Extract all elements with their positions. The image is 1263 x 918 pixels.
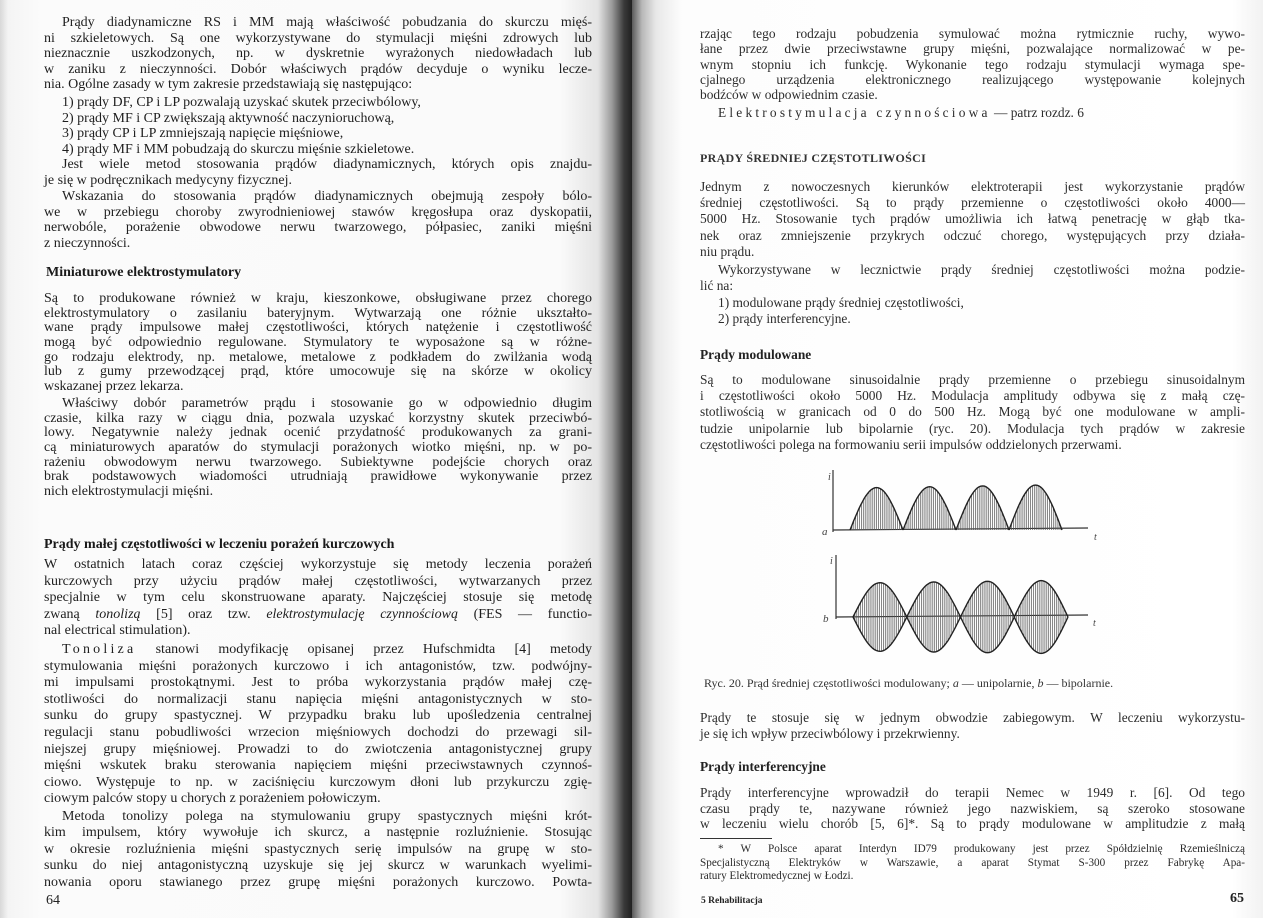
section-heading: Miniaturowe elektrostymulatory [46, 265, 242, 280]
text-line: Wskazania do stosowania prądów diadynamicznych obejmują zespoły bólo- [62, 189, 592, 204]
text-line: we w przebiegu choroby zwyrodnieniowej stawów kręgosłupa oraz dyskopatii, [44, 204, 592, 220]
text-line: kim impulsem, który wywołuje ich skurcz, a następnie rozluźnienie. Stosując [44, 825, 592, 841]
text-line: rzając tego rodzaju pobudzenia symulować można rytmicznie ruchy, wywo- [700, 26, 1245, 41]
paragraph [44, 809, 592, 891]
text-segment: tonolizą [95, 606, 141, 622]
text-line: nieznacznie uszkodzonych, np. w dyskretnie wyrażonych niedowładach lub [44, 46, 592, 62]
paragraph [700, 26, 1245, 102]
text-line: Specjalistyczną Elektryków w Warszawie, a aparat Stymat S-300 przez Fabrykę Apa- [700, 856, 1245, 869]
text-line: ni szkieletowych. Są one wykorzystywane do stymulacji mięśni zdrowych lub [44, 30, 592, 46]
text-line: 2) prądy MF i CP zwiększają aktywność naczynioruchową, [62, 110, 395, 126]
text-line: z nieczynności. [44, 235, 131, 251]
text-line: lić na: [700, 278, 734, 293]
paragraph [700, 105, 1084, 120]
footnote [700, 843, 1245, 884]
text-line: sunku do grupy spastycznej. W przypadku braku lub upośledzenia centralnej [44, 708, 592, 724]
text-line: * W Polsce aparat Interdyn ID79 produkowany jest przez Spółdzielnię Rzemieślniczą [718, 843, 1245, 855]
text-line: rażeniu obwodowym nerwu twarzowego. Subiektywne podejście chorych oraz [44, 454, 592, 470]
footnote-divider [700, 838, 772, 839]
text-line: ciowym palców stopy u chorych z porażeniem połowiczym. [44, 791, 381, 807]
text-segment: — unipolarnie, [958, 676, 1038, 690]
text-line: częstotliwości polega na formowaniu serii impulsów oddzielonych przerwami. [700, 436, 1122, 452]
text-line: elektrostymulatory o zasilaniu bateryjnym. Wytwarzają one różnie ukształto- [44, 305, 592, 321]
paragraph [44, 292, 592, 395]
text-line: 5000 Hz. Stosowanie tych prądów umożliwia ich łatwą penetrację w głąb tka- [700, 211, 1245, 227]
signature-mark: 5 Rehabilitacja [701, 896, 763, 906]
text-line: 4) prądy MF i MM pobudzają do skurczu mięśnie szkieletowe. [62, 141, 415, 157]
text-line: Jednym z nowoczesnych kierunków elektroterapii jest wykorzystanie prądów [700, 179, 1245, 194]
text-line: Wykorzystywane w lecznictwie prądy średniej częstotliwości można podzie- [718, 262, 1245, 277]
text-line: nal electrical stimulation). [44, 623, 191, 639]
numbered-list [700, 295, 1245, 327]
text-segment: stanowi modyfikację opisanej przez Hufschmidta [4] metody [136, 642, 592, 657]
page-number: 65 [1230, 891, 1244, 906]
text-line: Prądy interferencyjne wprowadził do terapii Nemec w 1949 r. [6]. Od tego [700, 785, 1245, 800]
page-number: 64 [46, 893, 60, 908]
paragraph [44, 397, 592, 500]
right-page [632, 0, 1263, 918]
text-segment: a [952, 676, 959, 690]
text-line: nerwobóle, porażenie obwodowe nerwu twarzowego, półpasiec, zaniki mięśni [44, 220, 592, 236]
text-segment: Ryc. 20. Prąd średniej częstotliwości modulowany; [704, 676, 953, 690]
text-segment: zwaną [44, 606, 96, 622]
numbered-list [44, 95, 592, 157]
text-segment: (FES — functio- [457, 606, 593, 622]
text-line: nowania oporu stawianego przez grupę mięśni porażonych kurczowo. Powta- [44, 874, 592, 890]
text-line: 2) prądy interferencyjne. [718, 311, 851, 326]
text-segment: [5] oraz tzw. [140, 606, 267, 622]
axis-label-t: t [1093, 618, 1096, 629]
text-line: lowy. Negatywnie należy jednak ocenić przydatność produkowanych za grani- [44, 425, 592, 441]
text-line: W ostatnich latach coraz częściej wykorzystuje się metody leczenia porażeń [44, 557, 592, 572]
text-segment: — patrz rozdz. 6 [990, 105, 1084, 120]
text-line: je się ich wpływ przeciwbólowy i przekrwienny. [700, 725, 960, 741]
text-line: Są to modulowane sinusoidalnie prądy przemienne o przebiegu sinusoidalnym [700, 372, 1245, 387]
paragraph [700, 710, 1245, 741]
panel-b-bipolar [836, 555, 1088, 653]
subsection-heading: Prądy interferencyjne [700, 759, 826, 774]
axis-label-t: t [1094, 532, 1097, 543]
text-line: Właściwy dobór parametrów prądu i stosowanie go w odpowiednio długim [62, 396, 592, 411]
text-line: Prądy te stosuje się w jednym obwodzie zabiegowym. W leczeniu wykorzystu- [700, 710, 1245, 725]
text-line: stotliwości do normalizacji stanu napięcia mięśni antagonistycznych w sto- [44, 691, 592, 707]
text-line: stymulowania mięśni porażonych kurczowo i ich antagonistów, tzw. podwójny- [44, 658, 592, 674]
panel-label-b: b [823, 613, 829, 625]
text-line: nek oraz zmniejszenie przykrych odczuć chorego, występujących przy działa- [700, 227, 1245, 243]
paragraph [44, 642, 592, 808]
text-segment: — bipolarnie. [1043, 676, 1114, 690]
text-segment: Elektrostymulacja czynnościowa [718, 105, 991, 120]
text-line: lub z gumy przewodzącej prąd, które umocowuje się na skórze w okolicy [44, 364, 592, 380]
text-line [44, 607, 592, 624]
text-line: Metoda tonolizy polega na stymulowaniu grupy spastycznych mięśni krót- [62, 809, 592, 824]
text-line: Są to produkowane również w kraju, kieszonkowe, obsługiwane przez chorego [44, 291, 592, 306]
axis-label-i: i [828, 472, 831, 483]
paragraph [44, 15, 592, 93]
text-line: specjalnie w tym celu skonstruowane aparaty. Najczęściej stosuje się metodę [44, 590, 592, 606]
text-line: w okresie rozluźnienia mięśni spastycznych serię impulsów na grupę w sto- [44, 841, 592, 857]
text-line: 1) modulowane prądy średniej częstotliwości, [718, 295, 964, 310]
text-line: ratury Elektromedycznej w Łodzi. [700, 870, 854, 882]
chapter-heading: PRĄDY ŚREDNIEJ CZĘSTOTLIWOŚCI [700, 151, 927, 165]
text-line [704, 676, 1113, 691]
text-line: go rodzaju elektrody, np. metalowe, metalowe z podkładem do zwilżania wodą [44, 349, 592, 365]
text-line: w zaniku z nieczynności. Dobór właściwych prądów decyduje o wyniku lecze- [44, 61, 592, 77]
text-line: cą miniaturowych aparatów do stymulacji porażonych wiotko mięśni, np. w po- [44, 440, 592, 456]
panel-a-unipolar [833, 470, 1088, 532]
text-line: łane przez dwie przeciwstawne grupy mięśni, pozwalające normalizować w pe- [700, 41, 1245, 57]
text-line: Prądy diadynamiczne RS i MM mają właściwość pobudzania do skurczu mięś- [62, 15, 592, 30]
subsection-heading: Prądy modulowane [700, 347, 812, 362]
text-line: brak podstawowych wiadomości utrudniają prawidłowe wykonywanie przez [44, 469, 592, 485]
text-line: cjalnego urządzenia elektronicznego realizującego występowanie kolejnych [700, 71, 1245, 87]
text-segment: Tonoliza [62, 642, 137, 657]
text-line: mogą być odpowiednio regulowane. Stymulatory te wyposażone są w różne- [44, 335, 592, 351]
figure-modulated-current [818, 460, 1118, 670]
text-line: sunku do niej antagonistyczną uzyskuje się jej skurcz w warunkach wyelimi- [44, 858, 592, 874]
paragraph [700, 785, 1245, 832]
text-line: w leczeniu wielu chorób [5, 6]*. Są to prądy modulowane w amplitudzie z małą [700, 816, 1245, 831]
text-line [700, 105, 1084, 120]
text-line: niejszej grupy mięśniowej. Prowadzi to do zwiotczenia antagonistycznej grupy [44, 741, 592, 757]
envelope-curve [907, 582, 961, 617]
text-line: nia. Ogólne zasady w tym zakresie przedstawiają się następująco: [44, 77, 413, 93]
paragraph [44, 157, 592, 188]
text-line: je się w podręcznikach medycyny fizycznej. [44, 172, 293, 188]
axis-label-i: i [830, 556, 833, 567]
text-line: czasie, kilka razy w ciągu dnia, pozwala uzyskać korzystny skutek przeciwbó- [44, 410, 592, 426]
text-line: wskazanej przez lekarza. [44, 379, 184, 395]
paragraph [44, 557, 592, 640]
text-line: średniej częstotliwości. Są to prądy przemienne o częstotliwości około 4000— [700, 195, 1245, 211]
text-line: regulacji stanu pobudliwości wrzecion mięśniowych dochodzi do przewagi sil- [44, 724, 592, 740]
text-line: stotliwością w granicach od 0 do 500 Hz. Mogą być one modulowane w ampli- [700, 404, 1245, 420]
text-line: wane prądy impulsowe małej częstotliwości, których natężenie i częstotliwość [44, 320, 592, 336]
paragraph [700, 372, 1245, 453]
text-line: 3) prądy CP i LP zmniejszają napięcie mięśniowe, [62, 126, 344, 142]
text-line: czasu prądy te, nazywane również jego nazwiskiem, są szeroko stosowane [700, 800, 1245, 816]
text-line: niu prądu. [700, 243, 755, 259]
text-line: tudzie unipolarnie lub bipolarnie (ryc. 20). Modulacja tych prądów w zakresie [700, 420, 1245, 436]
paragraph [44, 189, 592, 251]
text-line: bodźców w odpowiednim czasie. [700, 87, 878, 103]
panel-label-a: a [822, 526, 828, 538]
text-line: nich elektrostymulacji mięśni. [44, 484, 214, 500]
text-line: Jest wiele metod stosowania prądów diadynamicznych, których opis znajdu- [62, 157, 592, 172]
envelope-curve [907, 617, 961, 652]
text-line: wnym stopniu ich funkcję. Wykonanie tego rodzaju stymulacji wymaga spe- [700, 56, 1245, 72]
text-segment: b [1037, 676, 1044, 690]
paragraph [700, 179, 1245, 260]
text-line: ciowo. Występuje to np. w zaciśnięciu kurczowym dłoni lub przykurczu zgię- [44, 774, 592, 790]
text-segment: elektrostymulację czynnościową [266, 606, 458, 622]
text-line [44, 642, 592, 659]
figure-caption [704, 676, 1113, 691]
text-line: 1) prądy DF, CP i LP pozwalają uzyskać skutek przeciwbólowy, [62, 95, 421, 110]
text-line: kurczowych przy użyciu prądów małej częstotliwości, wytwarzanych przez [44, 573, 592, 589]
text-line: mięśni wskutek braku sterowania napięciem mięśni przeciwstawnych czynnoś- [44, 758, 592, 774]
section-heading: Prądy małej częstotliwości w leczeniu porażeń kurczowych [44, 537, 395, 552]
text-line: i częstotliwości około 5000 Hz. Modulacja amplitudy odbywa się z małą czę- [700, 388, 1245, 404]
text-line: mi impulsami prostokątnymi. Jest to próba wykorzystania prądów małej czę- [44, 675, 592, 691]
paragraph [700, 262, 1245, 294]
